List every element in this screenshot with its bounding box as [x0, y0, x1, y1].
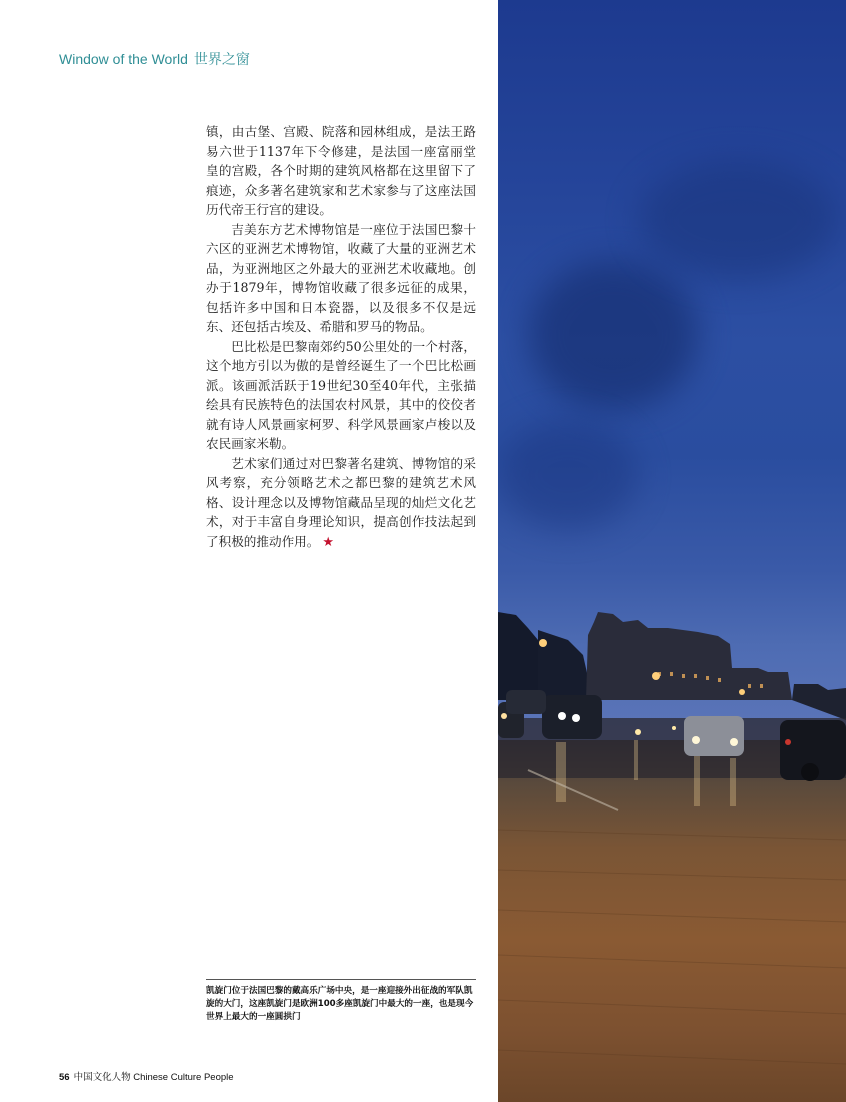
caption-divider	[206, 979, 476, 980]
section-header-en: Window of the World	[59, 51, 188, 67]
paragraph-4-text: 艺术家们通过对巴黎著名建筑、博物馆的采风考察，充分领略艺术之都巴黎的建筑艺术风格、设计理念以及博物馆藏品呈现的灿烂文化艺术，对于丰富自身理论知识，提高创作技法起到了积极的推动作用。	[206, 455, 476, 549]
paragraph-1: 镇，由古堡、宫殿、院落和园林组成，是法王路易六世于1137年下令修建，是法国一座富丽堂皇的宫殿，各个时期的建筑风格都在这里留下了痕迹，众多著名建筑家和艺术家参与了这座法国历代帝王行宫的建设。	[206, 124, 476, 217]
article-body	[206, 122, 476, 552]
photo-caption: 凯旋门位于法国巴黎的戴高乐广场中央，是一座迎接外出征战的军队凯旋的大门，这座凯旋门是欧洲100多座凯旋门中最大的一座，也是现今世界上最大的一座圆拱门	[206, 986, 474, 1022]
street-scene	[498, 0, 846, 1102]
paragraph-4	[206, 454, 476, 553]
cobblestone-texture	[498, 830, 846, 1064]
end-star-icon: ★	[322, 534, 334, 550]
section-header	[59, 49, 250, 69]
building	[792, 684, 846, 720]
tree-silhouette	[538, 630, 593, 700]
page-number: 56	[59, 1072, 70, 1083]
paragraph-2: 吉美东方艺术博物馆是一座位于法国巴黎十六区的亚洲艺术博物馆，收藏了大量的亚洲艺术品，为亚洲地区之外最大的亚洲艺术收藏地。创办于1879年，博物馆收藏了很多远征的成果，包括许多中国和日本瓷器，以及很多不仅是远东、还包括古埃及、希腊和罗马的物品。	[206, 221, 476, 334]
page-footer	[59, 1069, 234, 1083]
publication-name: 中国文化人物 Chinese Culture People	[73, 1072, 234, 1083]
section-header-cn: 世界之窗	[193, 51, 250, 67]
paragraph-3: 巴比松是巴黎南郊约50公里处的一个村落，这个地方引以为傲的是曾经诞生了一个巴比松画派。该画派活跃于19世纪30至40年代，主张描绘具有民族特色的法国农村风景，其中的佼佼者就有诗人风景画家柯罗、科学风景画家卢梭以及农民画家米勒。	[206, 338, 476, 451]
street-photo	[498, 0, 846, 1102]
